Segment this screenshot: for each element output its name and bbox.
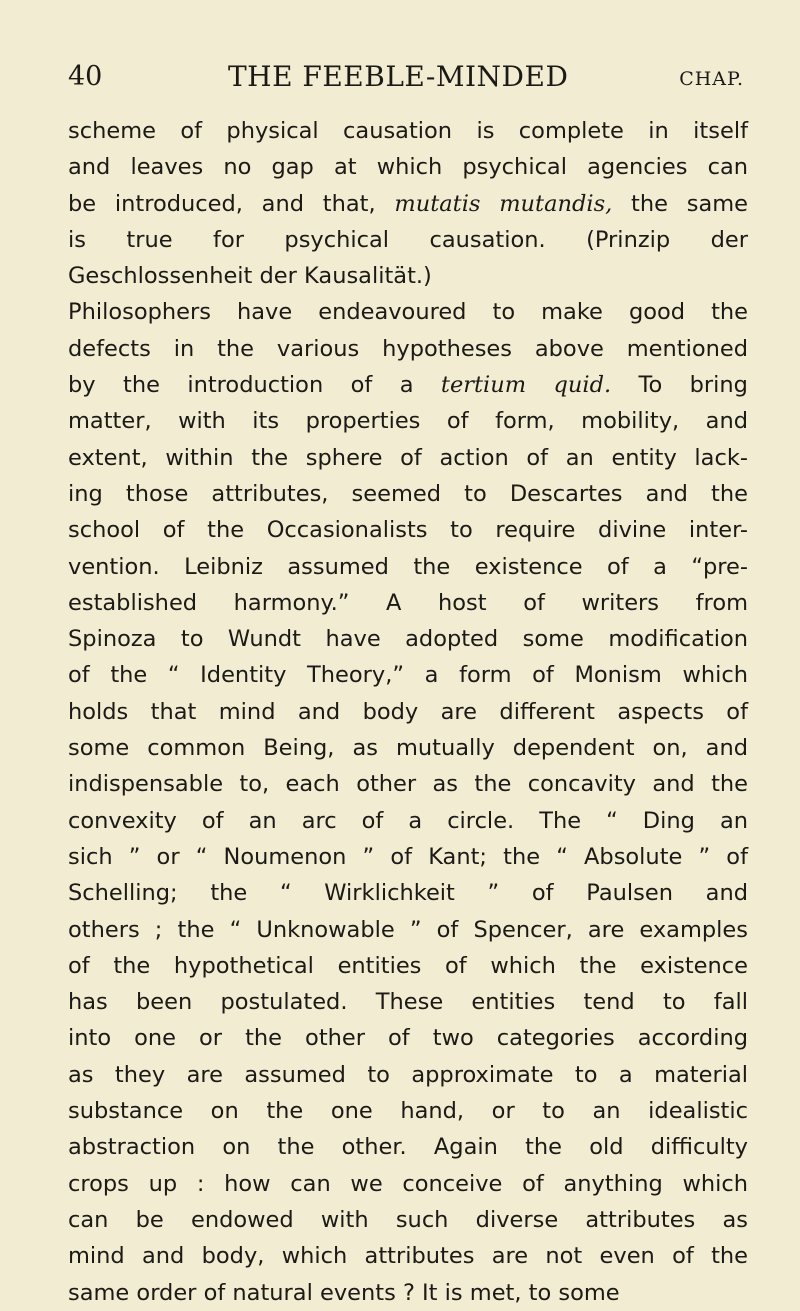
- body-text: [68, 113, 748, 1311]
- text-line: of the “ Identity Theory,” a form of Monism which: [68, 662, 748, 689]
- text-line: same order of natural events ? It is met, to some: [68, 1279, 620, 1306]
- text-line: [68, 186, 748, 222]
- text-line: scheme of physical causation is complete in itself: [68, 118, 748, 144]
- text-line: vention. Leibniz assumed the existence of a “pre-: [68, 553, 748, 580]
- text-line: others ; the “ Unknowable ” of Spencer, are examples: [68, 916, 748, 943]
- text-line: can be endowed with such diverse attributes as: [68, 1206, 748, 1233]
- text-segment: To bring: [611, 372, 748, 399]
- text-line: extent, within the sphere of action of an entity lack-: [68, 444, 748, 471]
- running-title: THE FEEBLE-MINDED: [228, 60, 569, 93]
- text-line: some common Being, as mutually dependent on, and: [68, 735, 748, 762]
- text-line: established harmony.” A host of writers from: [68, 589, 748, 616]
- section-marker: CHAP.: [679, 68, 744, 90]
- text-line: holds that mind and body are different aspects of: [68, 698, 748, 725]
- page-number: 40: [68, 61, 103, 92]
- text-segment: by the introduction of a: [68, 372, 441, 399]
- text-line: matter, with its properties of form, mobility, and: [68, 408, 748, 435]
- text-line: ing those attributes, seemed to Descartes and the: [68, 480, 748, 507]
- text-line: of the hypothetical entities of which the existence: [68, 952, 748, 979]
- text-line: school of the Occasionalists to require divine inter-: [68, 517, 748, 544]
- text-line: mind and body, which attributes are not even of the: [68, 1243, 748, 1270]
- text-line: Philosophers have endeavoured to make good the: [68, 299, 748, 326]
- text-line: sich ” or “ Noumenon ” of Kant; the “ Absolute ” of: [68, 843, 748, 870]
- text-line: indispensable to, each other as the concavity and the: [68, 771, 748, 798]
- text-line: Spinoza to Wundt have adopted some modification: [68, 626, 748, 653]
- running-header: [68, 60, 748, 100]
- text-line: into one or the other of two categories according: [68, 1025, 748, 1052]
- text-line: crops up : how can we conceive of anything which: [68, 1170, 748, 1197]
- text-line: [68, 367, 748, 403]
- text-segment: be introduced, and that,: [68, 190, 395, 217]
- text-line: Schelling; the “ Wirklichkeit ” of Paulsen and: [68, 880, 748, 907]
- text-line: defects in the various hypotheses above mentioned: [68, 335, 748, 362]
- text-line: as they are assumed to approximate to a material: [68, 1061, 748, 1088]
- text-line: and leaves no gap at which psychical agencies can: [68, 154, 748, 181]
- italic-phrase: tertium quid.: [440, 372, 612, 399]
- text-segment: the same: [612, 190, 748, 217]
- text-line: convexity of an arc of a circle. The “ Ding an: [68, 807, 748, 834]
- text-line: is true for psychical causation. (Prinzip der: [68, 226, 748, 253]
- text-line: Geschlossenheit der Kausalität.): [68, 263, 432, 290]
- italic-phrase: mutatis mutandis,: [394, 190, 613, 217]
- text-line: abstraction on the other. Again the old difficulty: [68, 1134, 748, 1161]
- text-line: substance on the one hand, or to an idealistic: [68, 1098, 748, 1125]
- text-line: has been postulated. These entities tend to fall: [68, 989, 748, 1016]
